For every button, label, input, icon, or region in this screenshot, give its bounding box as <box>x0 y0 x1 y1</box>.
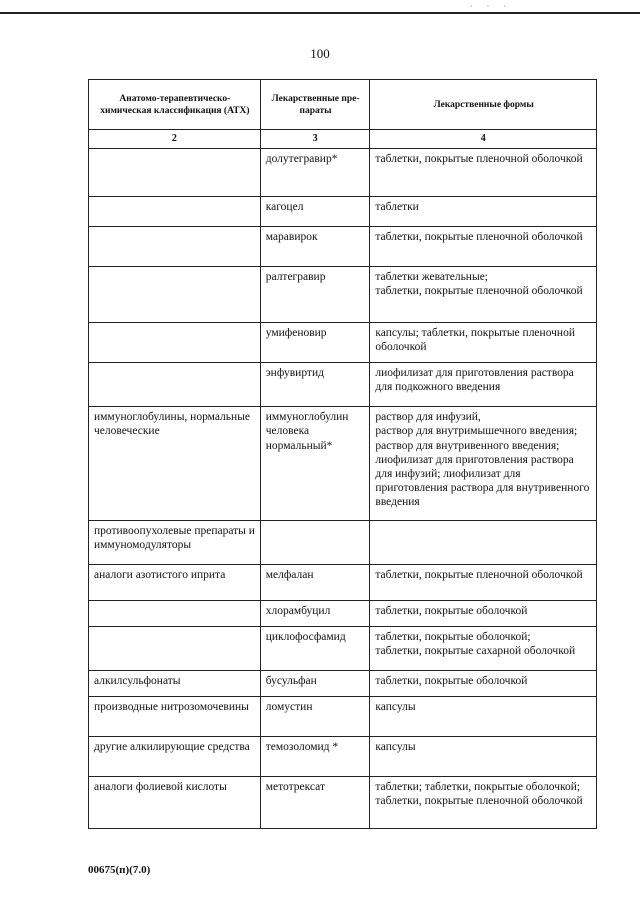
cell-form: раствор для инфузий, раствор для внутримышечного введения; раствор для внутривенного введения; лиофилизат для приготовления раствора для инфузий; лиофилизат для приготовления раствора для внутривенного введения <box>370 407 597 521</box>
cell-form: таблетки, покрытые оболочкой <box>370 671 597 697</box>
cell-atx <box>89 149 261 197</box>
cell-atx: алкилсульфонаты <box>89 671 261 697</box>
cell-form: капсулы <box>370 697 597 737</box>
top-rule <box>0 12 640 14</box>
cell-form: таблетки, покрытые оболочкой <box>370 601 597 627</box>
cell-drug: ломустин <box>260 697 370 737</box>
cell-drug: циклофосфамид <box>260 627 370 671</box>
cell-atx: производные нитрозомочевины <box>89 697 261 737</box>
table-row <box>89 323 597 363</box>
header-forms: Лекарственные формы <box>370 80 597 130</box>
cell-atx: другие алкилирующие средства <box>89 737 261 777</box>
header-atx: Анатомо-терапевтическо-химическая классификация (АТХ) <box>89 80 261 130</box>
cell-form: таблетки, покрытые пленочной оболочкой <box>370 227 597 267</box>
column-number: 4 <box>370 130 597 149</box>
cell-form: таблетки жевательные; таблетки, покрытые пленочной оболочкой <box>370 267 597 323</box>
cell-atx <box>89 601 261 627</box>
table-row <box>89 565 597 601</box>
cell-atx: противоопухолевые препараты и иммуномодуляторы <box>89 521 261 565</box>
page-number: 100 <box>310 46 330 61</box>
column-number: 3 <box>260 130 370 149</box>
cell-drug: хлорамбуцил <box>260 601 370 627</box>
table-row <box>89 149 597 197</box>
scan-artifact: · · · <box>470 2 512 11</box>
drug-table-container <box>88 79 597 829</box>
cell-drug: иммуноглобулин человека нормальный* <box>260 407 370 521</box>
cell-form: капсулы; таблетки, покрытые пленочной оболочкой <box>370 323 597 363</box>
cell-atx <box>89 323 261 363</box>
cell-atx: аналоги азотистого иприта <box>89 565 261 601</box>
cell-atx <box>89 363 261 407</box>
cell-drug: кагоцел <box>260 197 370 227</box>
column-number-row <box>89 130 597 149</box>
header-drugs: Лекарственные пре- параты <box>260 80 370 130</box>
cell-drug: энфувиртид <box>260 363 370 407</box>
cell-drug: умифеновир <box>260 323 370 363</box>
cell-form: капсулы <box>370 737 597 777</box>
cell-form: таблетки, покрытые пленочной оболочкой <box>370 149 597 197</box>
cell-form: таблетки, покрытые оболочкой; таблетки, покрытые сахарной оболочкой <box>370 627 597 671</box>
cell-atx <box>89 197 261 227</box>
cell-drug: маравирок <box>260 227 370 267</box>
cell-form <box>370 521 597 565</box>
table-row <box>89 627 597 671</box>
table-row <box>89 521 597 565</box>
cell-atx: аналоги фолиевой кислоты <box>89 777 261 829</box>
table-row <box>89 197 597 227</box>
document-code: 00675(п)(7.0) <box>88 864 151 876</box>
column-number: 2 <box>89 130 261 149</box>
table-row <box>89 407 597 521</box>
cell-atx: иммуноглобулины, нормальные человеческие <box>89 407 261 521</box>
cell-drug: метотрексат <box>260 777 370 829</box>
table-row <box>89 227 597 267</box>
cell-drug: ралтегравир <box>260 267 370 323</box>
cell-atx <box>89 267 261 323</box>
cell-atx <box>89 627 261 671</box>
table-row <box>89 777 597 829</box>
cell-form: таблетки; таблетки, покрытые оболочкой; таблетки, покрытые пленочной оболочкой <box>370 777 597 829</box>
cell-drug: темозоломид * <box>260 737 370 777</box>
drug-table <box>88 79 597 829</box>
table-row <box>89 671 597 697</box>
table-row <box>89 601 597 627</box>
table-row <box>89 267 597 323</box>
cell-drug: мелфалан <box>260 565 370 601</box>
cell-form: таблетки <box>370 197 597 227</box>
cell-form: таблетки, покрытые пленочной оболочкой <box>370 565 597 601</box>
table-row <box>89 737 597 777</box>
cell-drug: долутегравир* <box>260 149 370 197</box>
header-row <box>89 80 597 130</box>
cell-drug: бусульфан <box>260 671 370 697</box>
table-row <box>89 697 597 737</box>
table-row <box>89 363 597 407</box>
cell-form: лиофилизат для приготовления раствора для подкожного введения <box>370 363 597 407</box>
cell-atx <box>89 227 261 267</box>
cell-drug <box>260 521 370 565</box>
